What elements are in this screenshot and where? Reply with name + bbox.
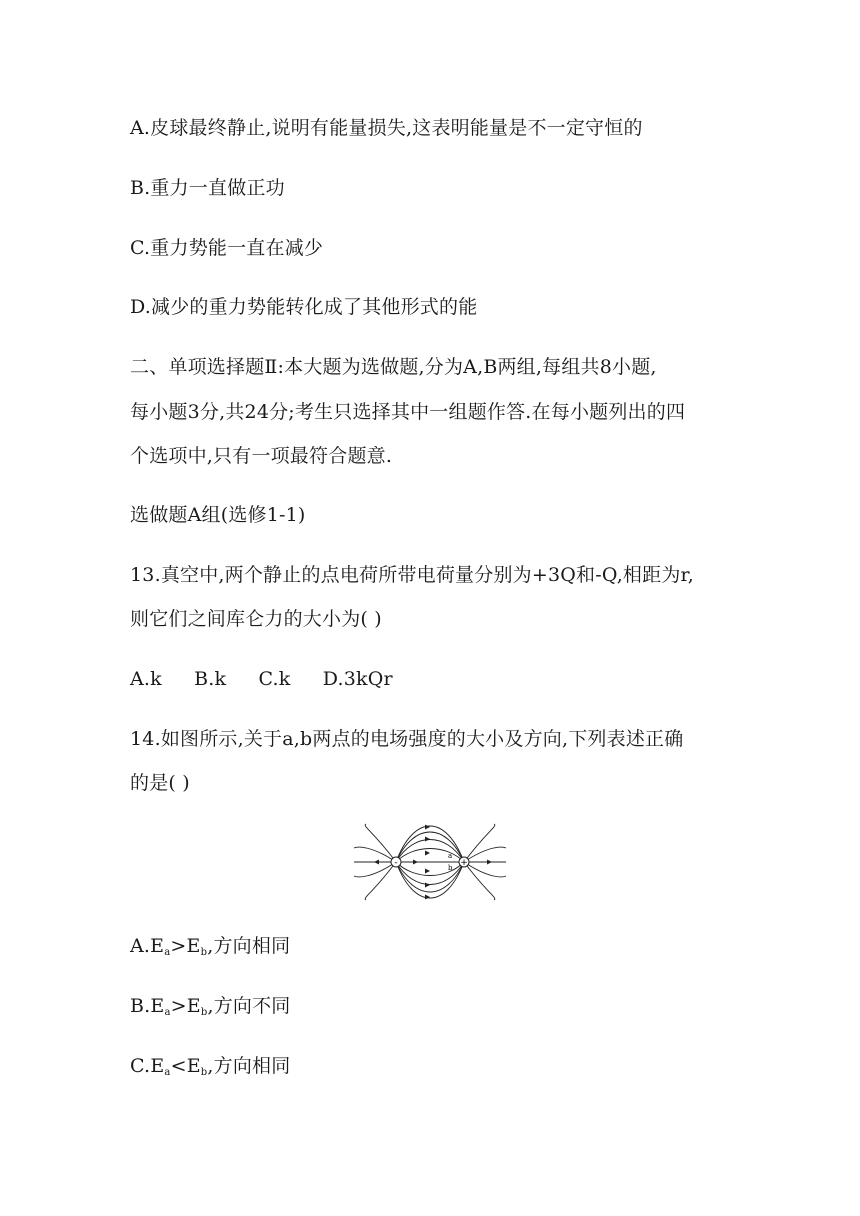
svg-text:-: -: [394, 858, 398, 868]
section-instructions-line-3: 个选项中,只有一项最符合题意.: [130, 445, 393, 467]
point-b-label: b: [448, 864, 453, 872]
q14-option-c: $C.E_a<E_b$,方向相同: [130, 1055, 291, 1078]
q13-stem-line-2: 则它们之间库仑力的大小为( ): [130, 608, 382, 630]
prev-option-b: B.重力一直做正功: [130, 177, 285, 199]
prev-option-a: A.皮球最终静止,说明有能量损失,这表明能量是不一定守恒的: [130, 117, 643, 139]
positive-charge: [459, 857, 469, 868]
prev-option-d: D.减少的重力势能转化成了其他形式的能: [130, 296, 478, 318]
section-instructions-line-1: 二、单项选择题Ⅱ:本大题为选做题,分为A,B两组,每组共8小题,: [130, 356, 657, 378]
q14-stem-line-1: 14.如图所示,关于a,b两点的电场强度的大小及方向,下列表述正确: [130, 728, 684, 750]
group-heading: 选做题A组(选修1-1): [130, 504, 306, 526]
q14-option-a: $A.E_a>E_b$,方向相同: [130, 935, 291, 958]
q14-option-b: $B.E_a>E_b$,方向不同: [130, 995, 291, 1018]
point-a-label: a: [448, 852, 453, 860]
q13-options: [130, 667, 419, 691]
section-instructions-line-2: 每小题3分,共24分;考生只选择其中一组题作答.在每小题列出的四: [130, 401, 686, 423]
svg-text:+: +: [460, 858, 468, 868]
q13-option-c: C.k: [258, 668, 291, 690]
q13-option-d: D.3kQr: [322, 668, 393, 690]
q14-stem-line-2: 的是( ): [130, 772, 190, 794]
q13-option-a: A.k: [130, 668, 162, 690]
q13-stem-line-1: 13.真空中,两个静止的点电荷所带电荷量分别为+3Q和-Q,相距为r,: [130, 564, 694, 586]
prev-option-c: C.重力势能一直在减少: [130, 237, 324, 259]
electric-field-figure: [352, 820, 508, 904]
q13-option-b: B.k: [194, 668, 227, 690]
